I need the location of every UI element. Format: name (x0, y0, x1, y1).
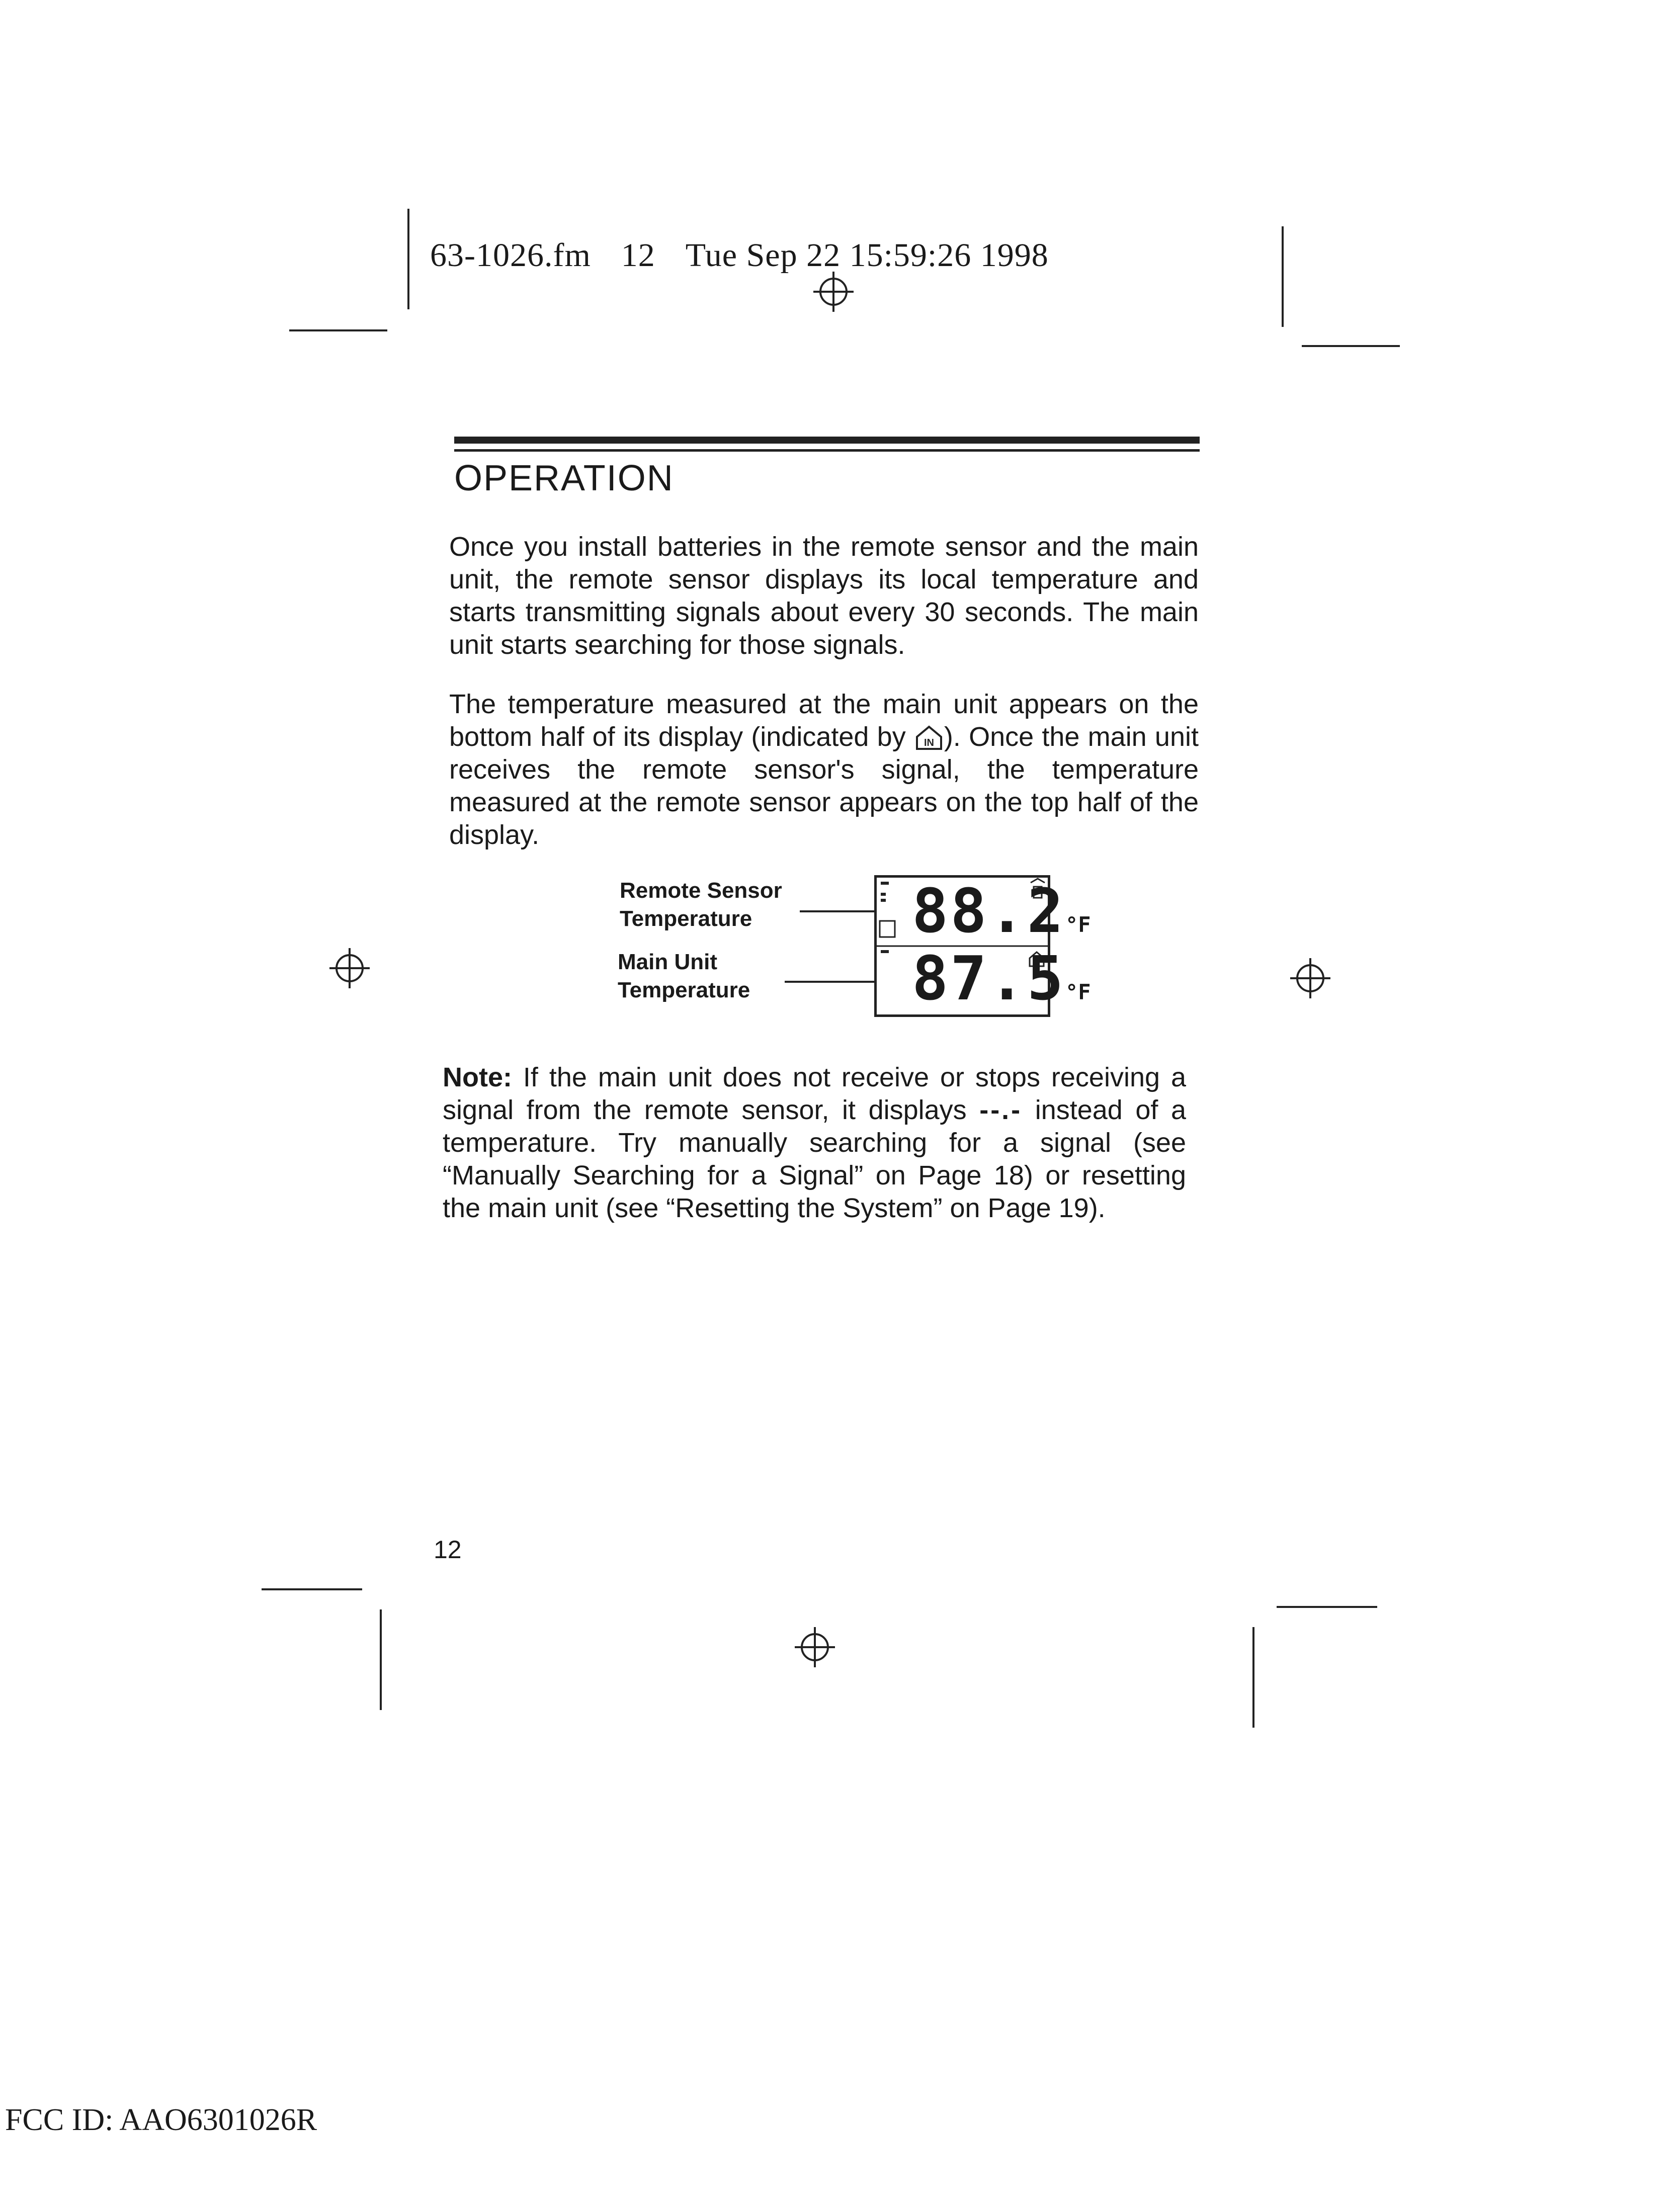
section-title: OPERATION (454, 458, 674, 498)
registration-mark-icon (327, 946, 372, 991)
main-temp-reading (912, 944, 1091, 1024)
note-label: Note: (443, 1062, 512, 1092)
lcd-display (874, 875, 1091, 1017)
temp-unit: °F (1065, 912, 1091, 937)
registration-mark-icon (811, 269, 856, 314)
main-temp-value: 87.5 (912, 944, 1065, 1014)
crop-mark (1252, 1627, 1254, 1728)
crop-mark (289, 329, 387, 331)
main-unit-label-line2: Temperature (618, 978, 750, 1002)
page-number: 12 (434, 1536, 462, 1564)
note-paragraph (443, 1061, 1186, 1225)
main-unit-label (618, 948, 750, 1004)
registration-mark-icon (1288, 956, 1333, 1001)
leader-line (800, 910, 875, 912)
heading-rule-thin (454, 449, 1200, 452)
note-text-part: instead of a temperature. Try manually searching for a signal (see “Manually Searching for a Signal” on Page 18) or resetting the main unit (see “Resetting the System” on Page 19). (443, 1095, 1186, 1223)
header-timestamp: Tue Sep 22 15:59:26 1998 (685, 237, 1049, 274)
crop-mark (380, 1609, 382, 1710)
heading-rule-thick (454, 437, 1200, 444)
remote-sensor-label-line1: Remote Sensor (620, 878, 782, 903)
paragraph-text-part: ). Once the main unit receives the remote sensor's signal, the temperature measured at the remote sensor appears on the top half of the display. (449, 722, 1199, 850)
home-in-icon (914, 725, 944, 751)
no-signal-dashes: --.- (979, 1095, 1023, 1125)
paragraph-text-part: The temperature measured at the main unit appears on the bottom half of its display (indicated by (449, 689, 1199, 752)
header-filename: 63-1026.fm (430, 237, 591, 274)
paragraph-intro (449, 531, 1199, 661)
crop-mark (262, 1588, 362, 1590)
main-unit-label-line1: Main Unit (618, 950, 717, 974)
note-text (443, 1061, 1186, 1225)
home-in-icon-label: IN (924, 737, 934, 748)
fcc-id: FCC ID: AAO6301026R (5, 2103, 317, 2137)
paragraph-text (449, 688, 1199, 852)
leader-line (785, 981, 874, 983)
crop-mark (1302, 345, 1400, 347)
paragraph-text: Once you install batteries in the remote sensor and the main unit, the remote sensor displays its local temperature and starts transmitting signals about every 30 seconds. The main unit starts searching for those signals. (449, 532, 1199, 660)
file-header (430, 236, 1079, 275)
remote-sensor-label-line2: Temperature (620, 906, 752, 931)
remote-sensor-label (620, 877, 782, 933)
note-text-part: If the main unit does not receive or stops receiving a signal from the remote sensor, it displays (443, 1062, 1186, 1125)
crop-mark (407, 209, 409, 309)
paragraph-display (449, 688, 1199, 852)
crop-mark (1282, 226, 1284, 327)
remote-temp-value: 88.2 (912, 877, 1065, 947)
registration-mark-icon (792, 1625, 837, 1670)
header-page: 12 (621, 237, 655, 274)
temp-unit: °F (1065, 980, 1091, 1004)
crop-mark (1277, 1606, 1377, 1608)
